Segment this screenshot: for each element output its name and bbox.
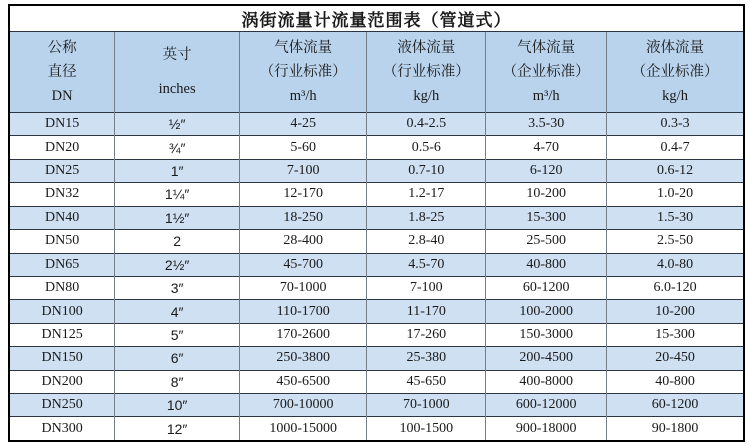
cell-gas-enterprise: 100-2000	[486, 300, 607, 323]
cell-dn: DN50	[10, 230, 115, 253]
table-row	[10, 300, 743, 323]
cell-dn: DN200	[10, 370, 115, 393]
cell-gas-enterprise: 60-1200	[486, 276, 607, 299]
cell-gas-industry: 7-100	[239, 159, 367, 182]
cell-gas-enterprise: 600-12000	[486, 394, 607, 417]
header-line: m³/h	[289, 88, 317, 104]
col-header-gas-enterprise	[486, 32, 607, 113]
table-row	[10, 183, 743, 206]
cell-dn: DN32	[10, 183, 115, 206]
header-line: 英寸	[162, 47, 192, 63]
header-line: 液体流量	[397, 40, 456, 56]
page-title: 涡街流量计流量范围表（管道式）	[10, 6, 743, 32]
cell-liquid-enterprise: 0.3-3	[607, 113, 743, 136]
cell-gas-enterprise: 25-500	[486, 230, 607, 253]
header-line: （行业标准）	[259, 64, 347, 80]
cell-liquid-enterprise: 20-450	[607, 347, 743, 370]
cell-dn: DN300	[10, 417, 115, 440]
cell-gas-enterprise: 40-800	[486, 253, 607, 276]
header-line: 液体流量	[646, 40, 705, 56]
cell-dn: DN20	[10, 136, 115, 159]
cell-liquid-enterprise: 0.6-12	[607, 159, 743, 182]
cell-gas-industry: 18-250	[239, 206, 367, 229]
cell-liquid-industry: 0.4-2.5	[367, 113, 486, 136]
table-row	[10, 417, 743, 440]
cell-liquid-industry: 1.8-25	[367, 206, 486, 229]
header-line: kg/h	[413, 88, 440, 104]
cell-dn: DN250	[10, 394, 115, 417]
cell-inches: 1¼″	[115, 183, 240, 206]
cell-gas-industry: 250-3800	[239, 347, 367, 370]
cell-inches: 1½″	[115, 206, 240, 229]
cell-gas-industry: 170-2600	[239, 323, 367, 346]
cell-liquid-industry: 0.5-6	[367, 136, 486, 159]
col-header-inches	[115, 32, 240, 113]
cell-liquid-enterprise: 0.4-7	[607, 136, 743, 159]
cell-inches: 3″	[115, 276, 240, 299]
table-header	[10, 32, 743, 113]
cell-inches: 8″	[115, 370, 240, 393]
cell-liquid-industry: 45-650	[367, 370, 486, 393]
cell-gas-enterprise: 3.5-30	[486, 113, 607, 136]
cell-inches: 4″	[115, 300, 240, 323]
cell-liquid-industry: 1.2-17	[367, 183, 486, 206]
cell-liquid-enterprise: 15-300	[607, 323, 743, 346]
cell-liquid-industry: 2.8-40	[367, 230, 486, 253]
header-line: m³/h	[532, 88, 560, 104]
cell-liquid-industry: 4.5-70	[367, 253, 486, 276]
cell-liquid-industry: 70-1000	[367, 394, 486, 417]
cell-gas-industry: 5-60	[239, 136, 367, 159]
cell-dn: DN15	[10, 113, 115, 136]
header-line: （企业标准）	[631, 64, 719, 80]
cell-gas-enterprise: 15-300	[486, 206, 607, 229]
col-header-liquid-enterprise	[607, 32, 743, 113]
header-line: inches	[158, 81, 196, 97]
cell-liquid-industry: 17-260	[367, 323, 486, 346]
cell-dn: DN100	[10, 300, 115, 323]
cell-inches: 6″	[115, 347, 240, 370]
cell-liquid-enterprise: 1.5-30	[607, 206, 743, 229]
cell-liquid-enterprise: 90-1800	[607, 417, 743, 440]
cell-gas-enterprise: 400-8000	[486, 370, 607, 393]
cell-gas-enterprise: 900-18000	[486, 417, 607, 440]
cell-liquid-enterprise: 40-800	[607, 370, 743, 393]
cell-dn: DN65	[10, 253, 115, 276]
table-row	[10, 323, 743, 346]
cell-gas-enterprise: 4-70	[486, 136, 607, 159]
table-row	[10, 347, 743, 370]
cell-liquid-enterprise: 1.0-20	[607, 183, 743, 206]
cell-inches: ¾″	[115, 136, 240, 159]
cell-liquid-enterprise: 2.5-50	[607, 230, 743, 253]
col-header-dn	[10, 32, 115, 113]
cell-inches: 10″	[115, 394, 240, 417]
cell-gas-industry: 70-1000	[239, 276, 367, 299]
cell-inches: 2½″	[115, 253, 240, 276]
header-line: 直径	[47, 64, 77, 80]
cell-gas-industry: 45-700	[239, 253, 367, 276]
cell-gas-industry: 12-170	[239, 183, 367, 206]
table-row	[10, 394, 743, 417]
cell-inches: 2	[115, 230, 240, 253]
cell-liquid-enterprise: 4.0-80	[607, 253, 743, 276]
table-frame	[8, 4, 745, 442]
cell-liquid-enterprise: 6.0-120	[607, 276, 743, 299]
cell-liquid-industry: 100-1500	[367, 417, 486, 440]
table-row	[10, 159, 743, 182]
cell-gas-enterprise: 200-4500	[486, 347, 607, 370]
col-header-liquid-industry	[367, 32, 486, 113]
cell-liquid-industry: 7-100	[367, 276, 486, 299]
cell-gas-industry: 110-1700	[239, 300, 367, 323]
table-row	[10, 230, 743, 253]
cell-gas-industry: 28-400	[239, 230, 367, 253]
cell-gas-industry: 450-6500	[239, 370, 367, 393]
cell-dn: DN150	[10, 347, 115, 370]
cell-inches: 12″	[115, 417, 240, 440]
cell-inches: 1″	[115, 159, 240, 182]
header-line: （企业标准）	[502, 64, 590, 80]
table-body	[10, 113, 743, 441]
cell-liquid-enterprise: 10-200	[607, 300, 743, 323]
cell-dn: DN80	[10, 276, 115, 299]
header-row	[10, 32, 743, 113]
cell-gas-industry: 1000-15000	[239, 417, 367, 440]
table-row	[10, 253, 743, 276]
header-line: DN	[51, 88, 73, 104]
cell-dn: DN125	[10, 323, 115, 346]
header-line: kg/h	[662, 88, 688, 104]
cell-inches: ½″	[115, 113, 240, 136]
cell-dn: DN25	[10, 159, 115, 182]
table-row	[10, 370, 743, 393]
cell-liquid-industry: 0.7-10	[367, 159, 486, 182]
table-row	[10, 136, 743, 159]
cell-gas-enterprise: 150-3000	[486, 323, 607, 346]
table-row	[10, 276, 743, 299]
cell-liquid-industry: 11-170	[367, 300, 486, 323]
flow-range-table	[10, 32, 743, 440]
cell-inches: 5″	[115, 323, 240, 346]
table-row	[10, 113, 743, 136]
cell-gas-industry: 700-10000	[239, 394, 367, 417]
header-line: 气体流量	[274, 40, 333, 56]
cell-gas-industry: 4-25	[239, 113, 367, 136]
cell-dn: DN40	[10, 206, 115, 229]
col-header-gas-industry	[239, 32, 367, 113]
cell-gas-enterprise: 10-200	[486, 183, 607, 206]
table-row	[10, 206, 743, 229]
header-line: （行业标准）	[382, 64, 470, 80]
cell-liquid-enterprise: 60-1200	[607, 394, 743, 417]
header-line: 公称	[47, 40, 77, 56]
cell-gas-enterprise: 6-120	[486, 159, 607, 182]
cell-liquid-industry: 25-380	[367, 347, 486, 370]
header-line: 气体流量	[517, 40, 576, 56]
